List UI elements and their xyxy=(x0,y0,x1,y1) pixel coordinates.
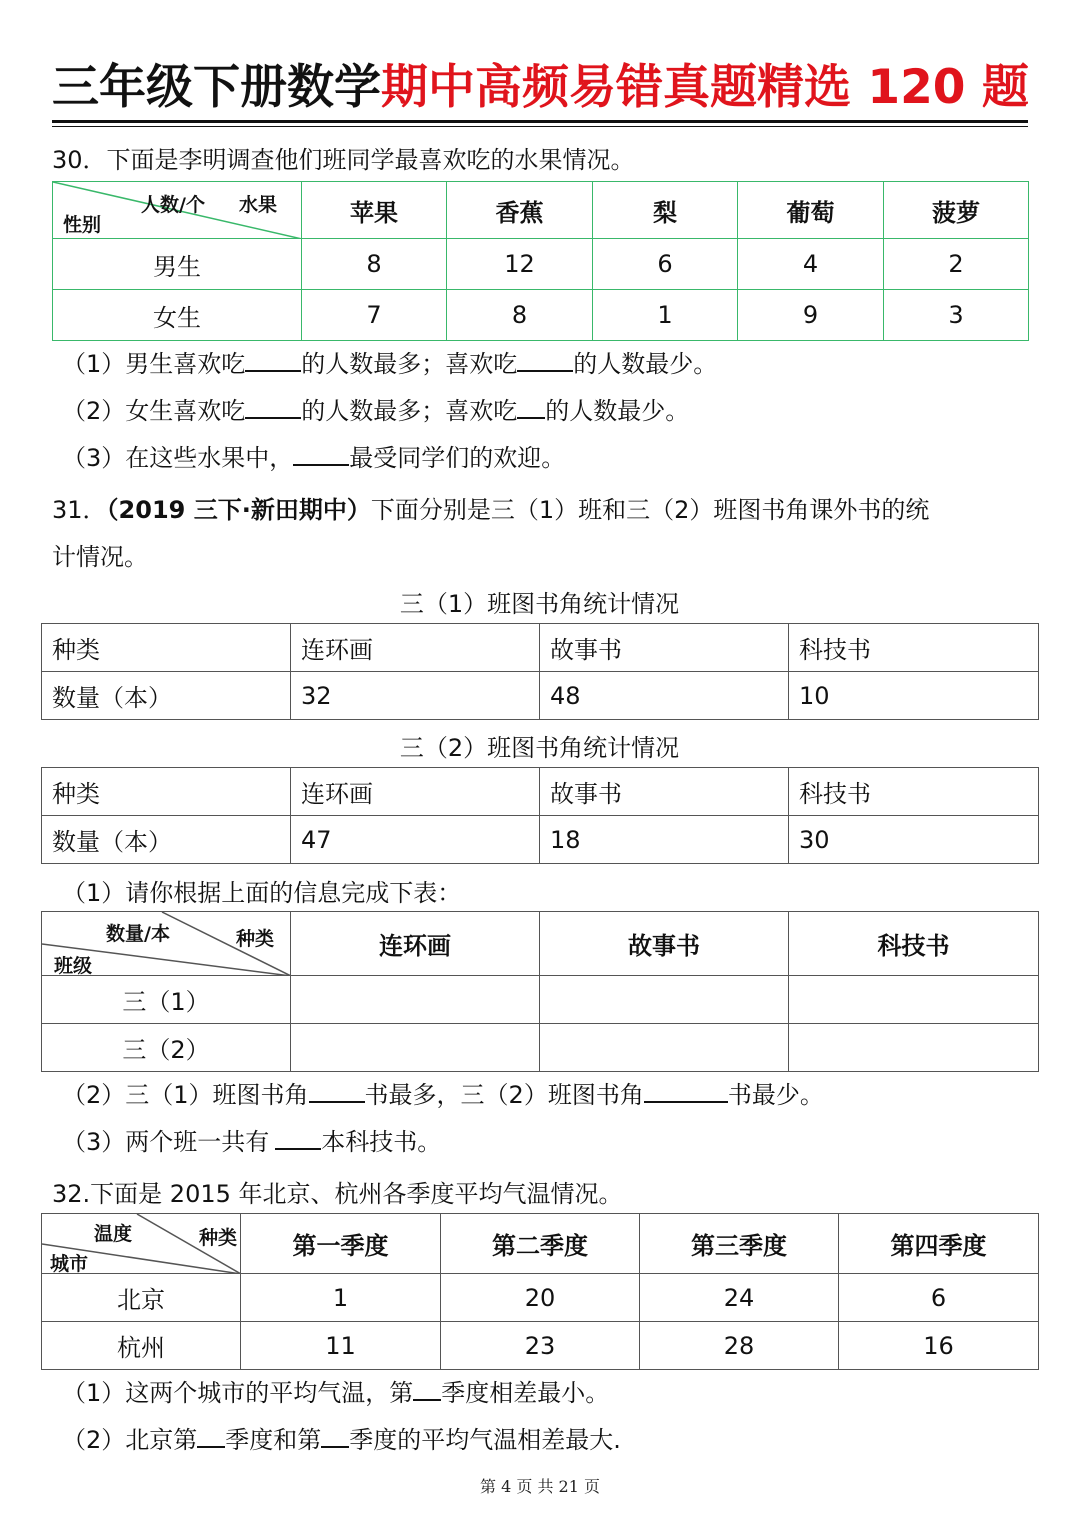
q31-corner-right: 种类 xyxy=(236,928,275,950)
row-label: 三（2） xyxy=(42,1024,291,1072)
row-label: 女生 xyxy=(53,290,302,341)
q31-sub2: （2）三（1）班图书角 书最多，三（2）班图书角 书最少。 xyxy=(62,1081,824,1109)
table-cell: 28 xyxy=(640,1322,839,1370)
q31-col-header: 连环画 xyxy=(291,912,540,976)
table-cell: 连环画 xyxy=(291,768,540,816)
table-cell: 16 xyxy=(839,1322,1039,1370)
row-label: 三（1） xyxy=(42,976,291,1024)
page-number: 第 4 页 共 21 页 xyxy=(480,1477,600,1496)
table-cell: 1 xyxy=(241,1274,441,1322)
table-row xyxy=(42,1322,1039,1370)
table-cell: 2 xyxy=(884,239,1029,290)
table-cell: 科技书 xyxy=(789,768,1039,816)
q30-corner-top: 人数/个 xyxy=(141,194,205,216)
page-title xyxy=(52,56,1028,120)
q32-col-header: 第三季度 xyxy=(640,1214,839,1274)
empty-answer-cell[interactable] xyxy=(291,1024,540,1072)
q30-corner-cell xyxy=(53,182,302,239)
table-cell: 47 xyxy=(291,816,540,864)
q31-col-header: 故事书 xyxy=(540,912,789,976)
answer-blank[interactable] xyxy=(644,1079,728,1103)
q32-col-header: 第一季度 xyxy=(241,1214,441,1274)
table-row xyxy=(42,1274,1039,1322)
empty-answer-cell[interactable] xyxy=(540,1024,789,1072)
empty-answer-cell[interactable] xyxy=(789,976,1039,1024)
table-cell: 9 xyxy=(738,290,884,341)
table-cell: 20 xyxy=(441,1274,640,1322)
answer-blank[interactable] xyxy=(245,395,301,419)
table-cell: 数量（本） xyxy=(42,816,291,864)
answer-blank[interactable] xyxy=(517,348,573,372)
q31-table2 xyxy=(41,767,1039,864)
q32-sub1: （1）这两个城市的平均气温，第 季度相差最小。 xyxy=(62,1379,610,1407)
empty-answer-cell[interactable] xyxy=(540,976,789,1024)
table-cell: 7 xyxy=(302,290,447,341)
answer-blank[interactable] xyxy=(197,1424,225,1448)
q32-col-header: 第二季度 xyxy=(441,1214,640,1274)
q32-temperature-table xyxy=(41,1213,1039,1370)
table-cell: 4 xyxy=(738,239,884,290)
q30-sub3: （3）在这些水果中， 最受同学们的欢迎。 xyxy=(62,444,566,472)
q31-table1 xyxy=(41,623,1039,720)
q30-sub2: （2）女生喜欢吃 的人数最多；喜欢吃 的人数最少。 xyxy=(62,397,690,425)
q31-corner-top: 数量/本 xyxy=(106,923,170,945)
table-cell: 科技书 xyxy=(789,624,1039,672)
q32-col-header: 第四季度 xyxy=(839,1214,1039,1274)
q30-col-header: 葡萄 xyxy=(738,182,884,239)
q30-col-header: 梨 xyxy=(593,182,738,239)
table-row xyxy=(42,976,1039,1024)
table-cell: 12 xyxy=(447,239,593,290)
page-title-black: 三年级下册数学 xyxy=(52,60,381,115)
q31-table1-caption: 三（1）班图书角统计情况 xyxy=(399,590,680,618)
q32-corner-bottom: 城市 xyxy=(50,1253,89,1275)
row-label: 男生 xyxy=(53,239,302,290)
table-cell: 23 xyxy=(441,1322,640,1370)
table-cell: 种类 xyxy=(42,768,291,816)
table-cell: 18 xyxy=(540,816,789,864)
q31-fill-table xyxy=(41,911,1039,1072)
title-rule-thin xyxy=(52,126,1028,127)
table-cell: 30 xyxy=(789,816,1039,864)
q31-stem-cont: 计情况。 xyxy=(52,543,148,571)
q31-col-header: 科技书 xyxy=(789,912,1039,976)
table-cell: 6 xyxy=(839,1274,1039,1322)
q30-sub1: （1）男生喜欢吃 的人数最多；喜欢吃 的人数最少。 xyxy=(62,350,718,378)
table-cell: 故事书 xyxy=(540,768,789,816)
q32-corner-right: 种类 xyxy=(199,1227,238,1249)
answer-blank[interactable] xyxy=(309,1079,365,1103)
answer-blank[interactable] xyxy=(321,1424,349,1448)
table-cell: 连环画 xyxy=(291,624,540,672)
q30-corner-right: 水果 xyxy=(239,194,278,216)
table-row xyxy=(53,239,1029,290)
q31-table2-caption: 三（2）班图书角统计情况 xyxy=(399,734,680,762)
table-cell: 6 xyxy=(593,239,738,290)
answer-blank[interactable] xyxy=(245,348,301,372)
table-cell: 11 xyxy=(241,1322,441,1370)
table-cell: 24 xyxy=(640,1274,839,1322)
q32-corner-top: 温度 xyxy=(94,1223,133,1245)
q30-col-header: 苹果 xyxy=(302,182,447,239)
q32-sub2: （2）北京第 季度和第 季度的平均气温相差最大. xyxy=(62,1426,621,1454)
q30-corner-bottom: 性别 xyxy=(63,214,102,236)
answer-blank[interactable] xyxy=(275,1126,321,1150)
q31-source: （2019 三下·新田期中） xyxy=(106,496,371,524)
empty-answer-cell[interactable] xyxy=(789,1024,1039,1072)
table-cell: 1 xyxy=(593,290,738,341)
answer-blank[interactable] xyxy=(293,442,349,466)
table-cell: 故事书 xyxy=(540,624,789,672)
q31-corner-cell xyxy=(42,912,291,976)
q32-stem: 32.下面是 2015 年北京、杭州各季度平均气温情况。 xyxy=(52,1180,623,1208)
q31-sub3: （3）两个班一共有 本科技书。 xyxy=(62,1128,442,1156)
row-label: 杭州 xyxy=(42,1322,241,1370)
table-cell: 32 xyxy=(291,672,540,720)
table-row xyxy=(53,290,1029,341)
table-cell: 数量（本） xyxy=(42,672,291,720)
title-rule-thick xyxy=(52,120,1028,123)
q31-stem: 31．（2019 三下·新田期中）下面分别是三（1）班和三（2）班图书角课外书的统 xyxy=(52,496,930,524)
table-cell: 种类 xyxy=(42,624,291,672)
table-cell: 8 xyxy=(302,239,447,290)
q30-stem: 30．下面是李明调查他们班同学最喜欢吃的水果情况。 xyxy=(52,146,635,174)
page-title-red: 期中高频易错真题精选 120 题 xyxy=(381,60,1029,115)
table-row xyxy=(42,1024,1039,1072)
table-cell: 10 xyxy=(789,672,1039,720)
answer-blank[interactable] xyxy=(413,1377,441,1401)
table-cell: 3 xyxy=(884,290,1029,341)
q30-col-header: 香蕉 xyxy=(447,182,593,239)
q31-sub1: （1）请你根据上面的信息完成下表： xyxy=(62,879,462,907)
q31-corner-bottom: 班级 xyxy=(54,955,93,977)
q32-corner-cell xyxy=(42,1214,241,1274)
answer-blank[interactable] xyxy=(517,395,545,419)
q30-fruit-table xyxy=(52,181,1029,341)
table-cell: 8 xyxy=(447,290,593,341)
empty-answer-cell[interactable] xyxy=(291,976,540,1024)
q30-col-header: 菠萝 xyxy=(884,182,1029,239)
row-label: 北京 xyxy=(42,1274,241,1322)
table-cell: 48 xyxy=(540,672,789,720)
